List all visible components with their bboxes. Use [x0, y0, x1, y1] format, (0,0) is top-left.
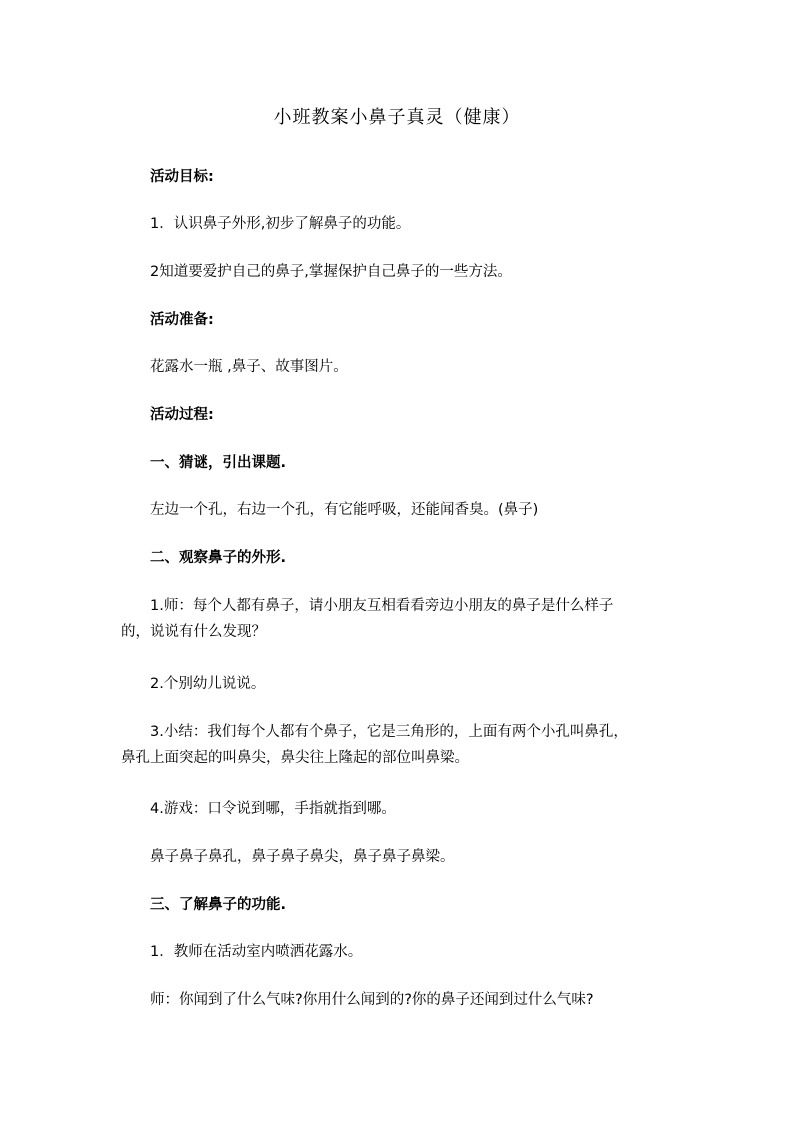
section-heading-goals: 活动目标: [150, 169, 214, 185]
page-title: 小班教案小鼻子真灵（健康） [273, 107, 521, 128]
paragraph-summary [121, 719, 681, 771]
paragraph-goal-1: 1．认识鼻子外形,初步了解鼻子的功能。 [150, 216, 411, 232]
section-heading-process: 活动过程: [150, 407, 214, 423]
subheading-observe: 二、观察鼻子的外形. [150, 550, 287, 566]
paragraph-chant: 鼻子鼻子鼻孔，鼻子鼻子鼻尖，鼻子鼻子鼻梁。 [150, 849, 455, 865]
paragraph-riddle: 左边一个孔，右边一个孔，有它能呼吸，还能闻香臭。(鼻子) [150, 502, 539, 518]
section-heading-preparation: 活动准备: [150, 312, 214, 328]
paragraph-goal-2: 2知道要爱护自己的鼻子,掌握保护自己鼻子的一些方法。 [150, 264, 512, 280]
paragraph-function-1: 1．教师在活动室内喷洒花露水。 [150, 944, 363, 960]
paragraph-game: 4.游戏：口令说到哪，手指就指到哪。 [150, 801, 396, 817]
paragraph-summary-line1: 3.小结：我们每个人都有个鼻子，它是三角形的，上面有两个小孔叫鼻孔， [150, 724, 628, 740]
paragraph-observe-1 [121, 593, 681, 645]
subheading-function: 三、了解鼻子的功能. [150, 897, 287, 913]
paragraph-observe-1-line2: 的，说说有什么发现？ [121, 624, 266, 640]
paragraph-observe-1-line1: 1.师：每个人都有鼻子，请小朋友互相看看旁边小朋友的鼻子是什么样子 [150, 598, 614, 614]
subheading-riddle: 一、猜谜，引出课题. [150, 455, 287, 471]
paragraph-observe-2: 2.个别幼儿说说。 [150, 676, 266, 692]
paragraph-summary-line2: 鼻孔上面突起的叫鼻尖，鼻尖往上隆起的部位叫鼻梁。 [121, 750, 469, 766]
paragraph-teacher-question: 师：你闻到了什么气味?你用什么闻到的?你的鼻子还闻到过什么气味? [150, 992, 594, 1008]
paragraph-materials: 花露水一瓶 ,鼻子、故事图片。 [150, 359, 348, 375]
